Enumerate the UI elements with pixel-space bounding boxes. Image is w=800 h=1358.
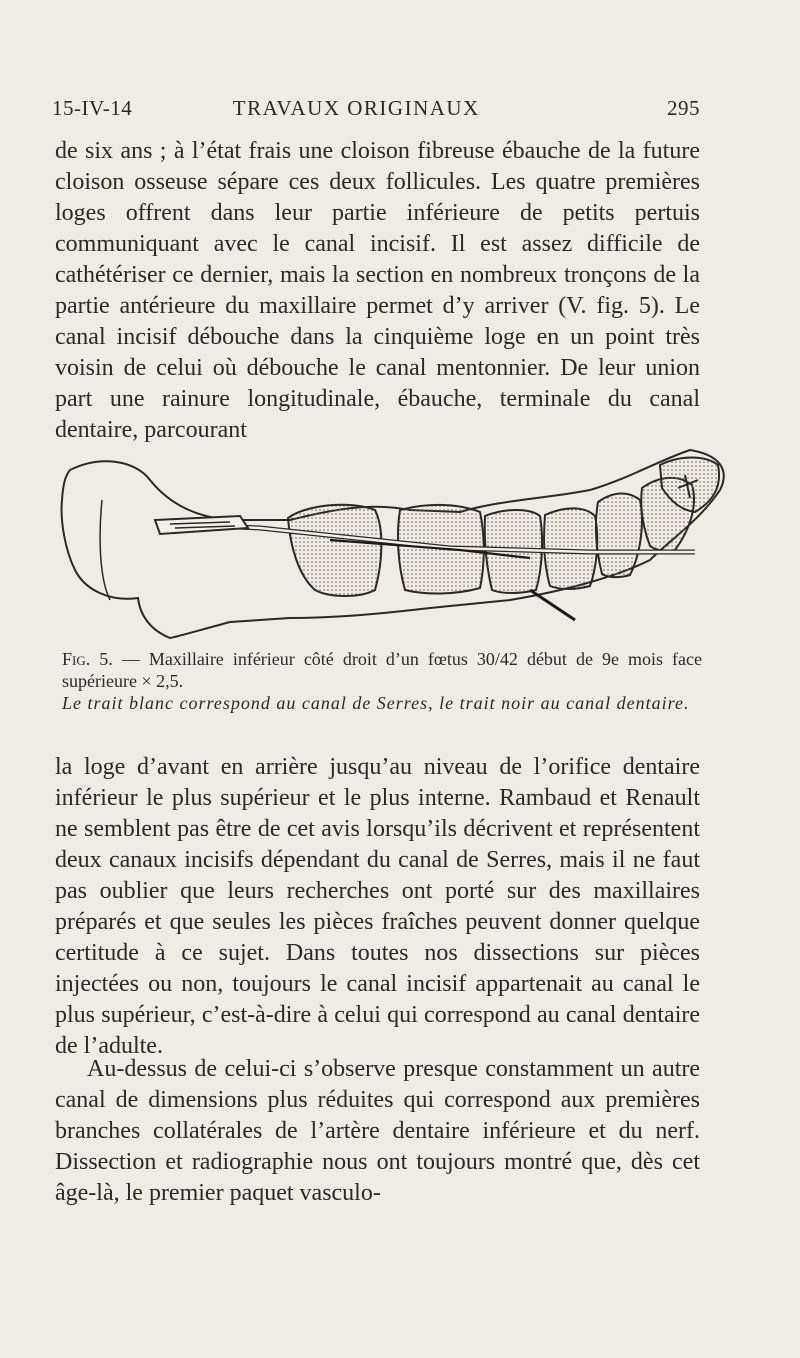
running-header	[52, 96, 700, 136]
canal-dentaire-arrow	[530, 590, 575, 620]
paragraph-1	[55, 136, 700, 446]
paragraph-3-text: Au-dessus de celui-ci s’observe presque constamment un autre canal de dimensions plus réduites qui correspond aux premières branches collatérales de l’artère dentaire inférieure et du nerf. Dissection et radiographie nous ont toujours montré que, dès cet âge-là, le premier paquet vasculo-	[55, 1056, 700, 1206]
header-title: TRAVAUX ORIGINAUX	[232, 96, 480, 120]
paragraph-2	[55, 752, 700, 1062]
caption-text: — Maxillaire inférieur côté droit d’un fœtus 30/42 début de 9e mois face supérieure × 2,5.	[62, 649, 702, 691]
follicle-5	[596, 494, 642, 578]
paragraph-2-text: la loge d’avant en arrière jusqu’au niveau de l’orifice dentaire inférieur le plus supérieur et le plus interne. Rambaud et Renault ne semblent pas être de cet avis lorsqu’ils décrivent et représentent deux canaux incisifs dépendant du canal de Serres, mais il ne faut pas oublier que leurs recherches ont porté sur des maxillaires préparés et que seules les pièces fraîches peuvent donner quelque certitude à ce sujet. Dans toutes nos dissections sur pièces injectées ou non, toujours le canal incisif appartenait au canal le plus supérieur, c’est-à-dire à celui qui correspond au canal dentaire de l’adulte.	[55, 754, 700, 1059]
caption-label: Fig. 5.	[62, 649, 113, 669]
condyle-inner	[100, 500, 110, 600]
caption-legend: Le trait blanc correspond au canal de Serres, le trait noir au canal dentaire.	[62, 693, 690, 713]
paragraph-3	[55, 1054, 700, 1209]
paragraph-1-text: de six ans ; à l’état frais une cloison fibreuse ébauche de la future cloison osseuse sépare ces deux follicules. Les quatre premières loges offrent dans leur partie inférieure de petits pertuis communiquant avec le canal incisif. Il est assez difficile de cathétériser ce dernier, mais la section en nombreux tronçons de la partie antérieure du maxillaire permet d’y arriver (V. fig. 5). Le canal incisif débouche dans la cinquième loge en un point très voisin de celui où débouche le canal mentonnier. De leur union part une rainure longitudinale, ébauche, terminale du canal dentaire, parcourant	[55, 138, 700, 443]
follicle-1	[288, 505, 381, 596]
figure-caption	[62, 648, 702, 714]
page-number: 295	[667, 96, 700, 120]
marker-ribbon	[155, 516, 248, 534]
header-date: 15-IV-14	[52, 96, 133, 120]
mandible-figure	[30, 440, 730, 650]
